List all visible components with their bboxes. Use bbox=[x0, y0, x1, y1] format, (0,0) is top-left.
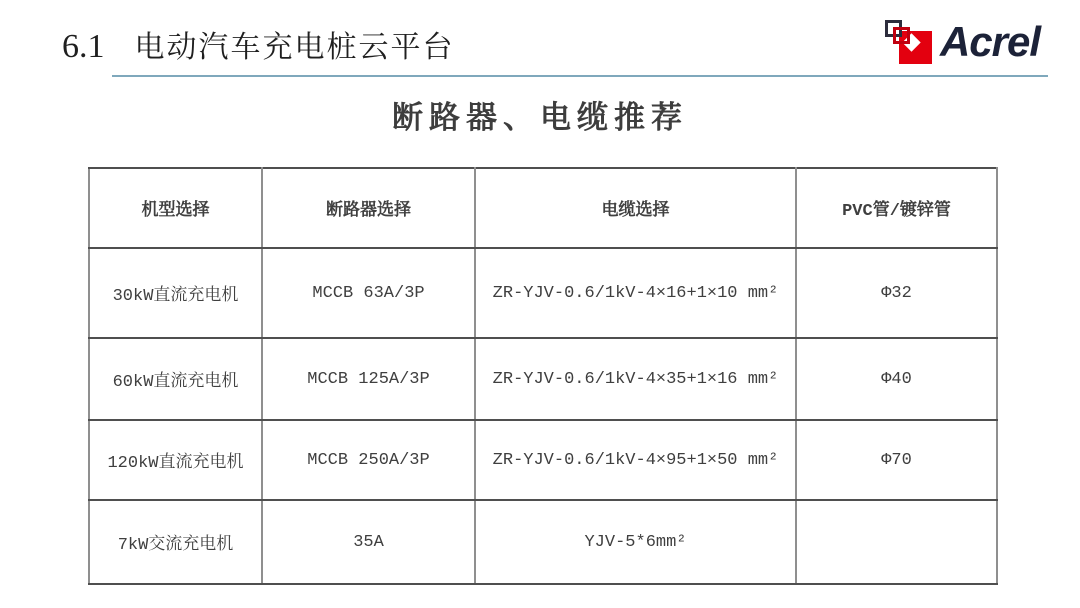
breaker-cable-table bbox=[88, 167, 998, 585]
cell-cable: YJV-5*6mm² bbox=[475, 500, 796, 584]
cell-model: 7kW交流充电机 bbox=[89, 500, 262, 584]
col-header-cable: 电缆选择 bbox=[475, 168, 796, 248]
acrel-logo bbox=[884, 18, 1040, 66]
table-header-row bbox=[89, 168, 997, 248]
cell-conduit: Φ32 bbox=[796, 248, 997, 338]
col-header-conduit: PVC管/镀锌管 bbox=[796, 168, 997, 248]
section-number: 6.1 bbox=[62, 28, 105, 65]
slide-header bbox=[62, 22, 455, 66]
table-row bbox=[89, 420, 997, 500]
table-row bbox=[89, 248, 997, 338]
col-header-model: 机型选择 bbox=[89, 168, 262, 248]
cell-model: 60kW直流充电机 bbox=[89, 338, 262, 420]
cell-conduit: Φ70 bbox=[796, 420, 997, 500]
cell-breaker: MCCB 63A/3P bbox=[262, 248, 475, 338]
cell-conduit: Φ40 bbox=[796, 338, 997, 420]
acrel-wordmark: Acrel bbox=[939, 18, 1040, 65]
cell-breaker: 35A bbox=[262, 500, 475, 584]
cell-breaker: MCCB 250A/3P bbox=[262, 420, 475, 500]
acrel-squares-icon bbox=[884, 18, 934, 66]
slide-heading: 断路器、电缆推荐 bbox=[392, 100, 688, 135]
cell-cable: ZR-YJV-0.6/1kV-4×95+1×50 mm² bbox=[475, 420, 796, 500]
cell-conduit bbox=[796, 500, 997, 584]
title-underline bbox=[112, 75, 1048, 77]
cell-breaker: MCCB 125A/3P bbox=[262, 338, 475, 420]
section-title: 电动汽车充电桩云平台 bbox=[134, 31, 455, 64]
cell-model: 120kW直流充电机 bbox=[89, 420, 262, 500]
cell-cable: ZR-YJV-0.6/1kV-4×16+1×10 mm² bbox=[475, 248, 796, 338]
table-row bbox=[89, 500, 997, 584]
col-header-breaker: 断路器选择 bbox=[262, 168, 475, 248]
cell-cable: ZR-YJV-0.6/1kV-4×35+1×16 mm² bbox=[475, 338, 796, 420]
table-row bbox=[89, 338, 997, 420]
cell-model: 30kW直流充电机 bbox=[89, 248, 262, 338]
